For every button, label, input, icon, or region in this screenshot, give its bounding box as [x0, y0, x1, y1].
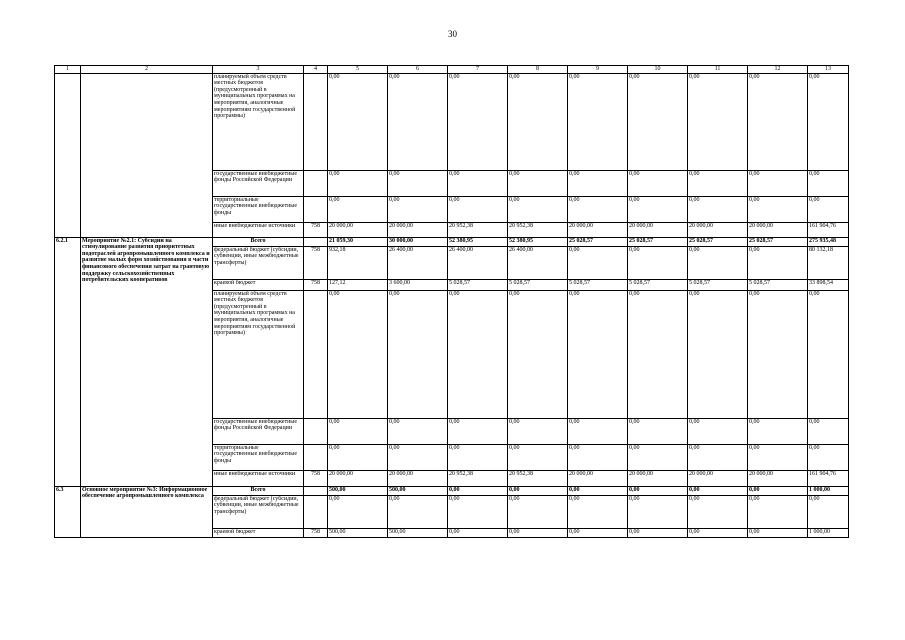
- value-cell: 0,00: [748, 290, 808, 418]
- value-cell: 0,00: [448, 170, 508, 196]
- value-cell: 20 000,00: [328, 222, 388, 237]
- header-cell: 12: [748, 66, 808, 74]
- value-cell: 500,00: [328, 486, 388, 495]
- code-cell: [304, 170, 328, 196]
- value-cell: 5 028,57: [448, 279, 508, 290]
- value-cell: 0,00: [808, 290, 849, 418]
- value-cell: 0,00: [688, 73, 748, 170]
- header-cell: 6: [388, 66, 448, 74]
- header-cell: 13: [808, 66, 849, 74]
- code-cell: 758: [304, 279, 328, 290]
- code-cell: [304, 486, 328, 495]
- value-cell: 0,00: [448, 486, 508, 495]
- header-cell: 5: [328, 66, 388, 74]
- value-cell: 20 000,00: [388, 222, 448, 237]
- value-cell: 0,00: [508, 495, 568, 528]
- value-cell: 0,00: [628, 290, 688, 418]
- value-cell: 20 952,38: [448, 470, 508, 486]
- code-cell: [304, 237, 328, 246]
- value-cell: 0,00: [628, 418, 688, 444]
- value-cell: 1 000,00: [808, 528, 849, 537]
- value-cell: 500,00: [388, 486, 448, 495]
- value-cell: 0,00: [748, 196, 808, 222]
- value-cell: 161 904,76: [808, 222, 849, 237]
- value-cell: 0,00: [688, 290, 748, 418]
- value-cell: 5 028,57: [688, 279, 748, 290]
- value-cell: 20 000,00: [748, 470, 808, 486]
- value-cell: 0,00: [388, 444, 448, 470]
- funding-source-cell: краевой бюджет: [213, 528, 304, 537]
- funding-source-cell: федеральный бюджет (субсидии, субвенции, иные межбюджетные трансферты): [213, 495, 304, 528]
- value-cell: 0,00: [388, 170, 448, 196]
- value-cell: 52 380,95: [448, 237, 508, 246]
- funding-source-cell: планируемый объем средств местных бюджетов (предусмотренный в муниципальных программах на мероприятия, аналогичные мероприятиям государственной программы): [213, 290, 304, 418]
- value-cell: 0,00: [328, 73, 388, 170]
- value-cell: 20 000,00: [568, 222, 628, 237]
- value-cell: 0,00: [808, 170, 849, 196]
- header-row: [55, 66, 849, 74]
- value-cell: 3 600,00: [388, 279, 448, 290]
- value-cell: 0,00: [748, 73, 808, 170]
- funding-source-cell: территориальные государственные внебюджетные фонды: [213, 444, 304, 470]
- value-cell: 0,00: [508, 196, 568, 222]
- funding-source-cell: Всего: [213, 237, 304, 246]
- value-cell: 0,00: [568, 444, 628, 470]
- value-cell: 0,00: [508, 73, 568, 170]
- code-cell: 758: [304, 528, 328, 537]
- value-cell: 0,00: [508, 528, 568, 537]
- value-cell: 0,00: [688, 170, 748, 196]
- value-cell: 0,00: [508, 170, 568, 196]
- item-number-cell: 6.3: [55, 486, 81, 537]
- table-row: [55, 73, 849, 170]
- item-name-cell: Основное мероприятие №3: Информационное обеспечение агропромышленного комплекса: [81, 486, 213, 537]
- value-cell: 30 000,00: [388, 237, 448, 246]
- value-cell: 20 000,00: [628, 470, 688, 486]
- value-cell: 0,00: [388, 196, 448, 222]
- value-cell: 0,00: [748, 495, 808, 528]
- value-cell: 25 028,57: [628, 237, 688, 246]
- value-cell: 0,00: [688, 196, 748, 222]
- value-cell: 0,00: [808, 196, 849, 222]
- value-cell: 0,00: [628, 246, 688, 279]
- code-cell: [304, 290, 328, 418]
- funding-source-cell: планируемый объем средств местных бюджетов (предусмотренный в муниципальных программах на мероприятия, аналогичные мероприятиям государственной программы): [213, 73, 304, 170]
- value-cell: 20 000,00: [688, 470, 748, 486]
- value-cell: 0,00: [748, 486, 808, 495]
- value-cell: 25 028,57: [568, 237, 628, 246]
- value-cell: 161 904,76: [808, 470, 849, 486]
- value-cell: 26 400,00: [388, 246, 448, 279]
- page-number: 30: [448, 29, 457, 39]
- value-cell: 0,00: [388, 73, 448, 170]
- value-cell: 0,00: [628, 495, 688, 528]
- value-cell: 0,00: [568, 73, 628, 170]
- code-cell: [304, 495, 328, 528]
- value-cell: 20 000,00: [388, 470, 448, 486]
- value-cell: 0,00: [328, 290, 388, 418]
- value-cell: 500,00: [328, 528, 388, 537]
- value-cell: 932,18: [328, 246, 388, 279]
- value-cell: 0,00: [508, 486, 568, 495]
- value-cell: 5 028,57: [568, 279, 628, 290]
- value-cell: 0,00: [628, 444, 688, 470]
- value-cell: 127,12: [328, 279, 388, 290]
- funding-source-cell: федеральный бюджет (субсидии, субвенции, иные межбюджетные трансферты): [213, 246, 304, 279]
- header-cell: 1: [55, 66, 81, 74]
- table-row: [55, 486, 849, 495]
- budget-table: [54, 65, 849, 538]
- header-cell: 2: [81, 66, 213, 74]
- value-cell: 20 000,00: [688, 222, 748, 237]
- value-cell: 0,00: [748, 528, 808, 537]
- value-cell: 0,00: [688, 418, 748, 444]
- value-cell: 0,00: [448, 73, 508, 170]
- funding-source-cell: государственные внебюджетные фонды Российской Федерации: [213, 170, 304, 196]
- code-cell: 758: [304, 470, 328, 486]
- value-cell: 5 028,57: [508, 279, 568, 290]
- value-cell: 0,00: [808, 418, 849, 444]
- value-cell: 20 000,00: [328, 470, 388, 486]
- value-cell: 0,00: [448, 444, 508, 470]
- value-cell: 500,00: [388, 528, 448, 537]
- value-cell: 0,00: [748, 444, 808, 470]
- value-cell: 5 028,57: [748, 279, 808, 290]
- value-cell: 0,00: [628, 73, 688, 170]
- value-cell: 0,00: [568, 528, 628, 537]
- code-cell: 758: [304, 246, 328, 279]
- value-cell: 0,00: [448, 196, 508, 222]
- value-cell: 33 898,54: [808, 279, 849, 290]
- funding-source-cell: государственные внебюджетные фонды Российской Федерации: [213, 418, 304, 444]
- funding-source-cell: территориальные государственные внебюджетные фонды: [213, 196, 304, 222]
- code-cell: [304, 444, 328, 470]
- value-cell: 0,00: [448, 528, 508, 537]
- value-cell: 0,00: [508, 418, 568, 444]
- value-cell: 20 000,00: [748, 222, 808, 237]
- value-cell: 0,00: [628, 196, 688, 222]
- value-cell: 0,00: [448, 290, 508, 418]
- value-cell: 25 028,57: [688, 237, 748, 246]
- value-cell: 26 400,00: [448, 246, 508, 279]
- value-cell: 26 400,00: [508, 246, 568, 279]
- value-cell: 0,00: [388, 290, 448, 418]
- header-cell: 7: [448, 66, 508, 74]
- item-number-cell: 6.2.1: [55, 237, 81, 486]
- value-cell: 0,00: [688, 495, 748, 528]
- header-cell: 10: [628, 66, 688, 74]
- value-cell: 0,00: [448, 418, 508, 444]
- value-cell: 0,00: [808, 444, 849, 470]
- value-cell: 0,00: [388, 418, 448, 444]
- value-cell: 0,00: [688, 246, 748, 279]
- value-cell: 1 000,00: [808, 486, 849, 495]
- code-cell: 758: [304, 222, 328, 237]
- value-cell: 20 000,00: [568, 470, 628, 486]
- header-cell: 4: [304, 66, 328, 74]
- header-cell: 3: [213, 66, 304, 74]
- value-cell: 0,00: [628, 170, 688, 196]
- value-cell: 20 952,38: [448, 222, 508, 237]
- value-cell: 0,00: [628, 528, 688, 537]
- code-cell: [304, 418, 328, 444]
- value-cell: 0,00: [688, 528, 748, 537]
- value-cell: 5 028,57: [628, 279, 688, 290]
- value-cell: 275 935,48: [808, 237, 849, 246]
- value-cell: 0,00: [328, 495, 388, 528]
- value-cell: 0,00: [688, 444, 748, 470]
- value-cell: 52 380,95: [508, 237, 568, 246]
- value-cell: 0,00: [688, 486, 748, 495]
- value-cell: 0,00: [748, 170, 808, 196]
- value-cell: 80 132,18: [808, 246, 849, 279]
- value-cell: 0,00: [328, 170, 388, 196]
- value-cell: 0,00: [568, 495, 628, 528]
- header-cell: 8: [508, 66, 568, 74]
- value-cell: 0,00: [328, 444, 388, 470]
- item-name-cell: Мероприятие №2.1: Субсидии на стимулирование развития приоритетных подотраслей агропромышленного комплекса и развитие малых форм хозяйствования в части финансового обеспечения затрат на грантовую поддержку сельскохозяйственных потребительских кооперативов: [81, 237, 213, 486]
- value-cell: 0,00: [508, 444, 568, 470]
- value-cell: 25 028,57: [748, 237, 808, 246]
- item-number-cell: [55, 73, 81, 237]
- item-name-cell: [81, 73, 213, 237]
- value-cell: 0,00: [568, 196, 628, 222]
- funding-source-cell: Всего: [213, 486, 304, 495]
- value-cell: 0,00: [748, 246, 808, 279]
- value-cell: 0,00: [328, 196, 388, 222]
- value-cell: 0,00: [748, 418, 808, 444]
- value-cell: 21 059,30: [328, 237, 388, 246]
- code-cell: [304, 73, 328, 170]
- value-cell: 0,00: [568, 290, 628, 418]
- value-cell: 0,00: [388, 495, 448, 528]
- value-cell: 0,00: [628, 486, 688, 495]
- value-cell: 0,00: [808, 73, 849, 170]
- value-cell: 0,00: [508, 290, 568, 418]
- code-cell: [304, 196, 328, 222]
- value-cell: 0,00: [568, 418, 628, 444]
- value-cell: 20 952,38: [508, 222, 568, 237]
- header-cell: 11: [688, 66, 748, 74]
- value-cell: 20 952,38: [508, 470, 568, 486]
- value-cell: 0,00: [568, 486, 628, 495]
- value-cell: 0,00: [568, 246, 628, 279]
- funding-source-cell: иные внебюджетные источники: [213, 470, 304, 486]
- value-cell: 0,00: [808, 495, 849, 528]
- value-cell: 0,00: [328, 418, 388, 444]
- header-cell: 9: [568, 66, 628, 74]
- table-row: [55, 237, 849, 246]
- value-cell: 0,00: [448, 495, 508, 528]
- funding-source-cell: краевой бюджет: [213, 279, 304, 290]
- value-cell: 20 000,00: [628, 222, 688, 237]
- value-cell: 0,00: [568, 170, 628, 196]
- funding-source-cell: иные внебюджетные источники: [213, 222, 304, 237]
